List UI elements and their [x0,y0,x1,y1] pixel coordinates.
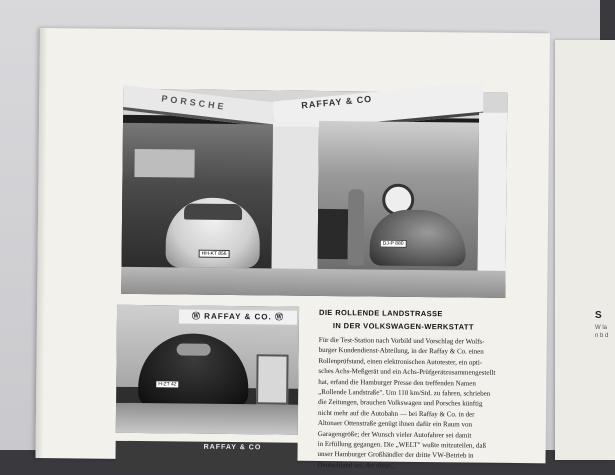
article-line: nicht mehr auf die Autobahn — bei Raffay & Co. in der [317,408,475,419]
article-line: in Erfüllung gegangen. Die „WELT" wußte mitzuteilen, daß [317,439,487,450]
article-line: burger Kundendienst-Abteilung, in der Raffay & Co. einen [318,346,484,357]
photo-bottom [115,441,297,473]
license-plate: DJ-P 880 [380,240,407,248]
article-heading-line2: IN DER VOLKSWAGEN-WERKSTATT [332,321,474,332]
article-body [317,335,536,473]
article-heading-line1: DIE ROLLENDE LANDSTRASSE [318,307,443,319]
test-machine [318,209,349,259]
article-line: unser Hamburger Großhändler der dritte VW-Betrieb in [317,450,474,461]
porsche-sign: PORSCHE [160,93,228,112]
article-line: „Rollende Landstraße". Um 110 km/Std. zu fahren, schrieben [318,387,491,398]
article-line: die Zeitungen, brauchen Volkswagen und Porsches künftig [318,398,483,409]
raffay-sign: RAFFAY & CO [203,443,262,452]
floor [121,267,505,298]
article-line: Für die Test-Station nach Vorbild und Vorschlag der Wolfs- [318,335,485,346]
article-line: hat, erfand die Hamburger Presse den treffenden Namen [318,377,476,388]
magazine-page [35,28,549,470]
mechanic [348,189,365,265]
next-page-fragment: S [595,310,602,321]
photo-beetle-test-bench [116,305,299,435]
license-plate: H-ZT 42 [158,381,177,388]
raffay-sign: RAFFAY & CO [300,93,373,111]
license-plate: HH-KT 856 [199,250,230,258]
next-page [555,40,615,460]
photo-workshop-exterior [121,89,507,298]
pillar [271,126,319,276]
test-rig [256,354,289,404]
article-line: Garagengröße; der Wunsch vieler Autofahrer sei damit [317,429,472,440]
next-page-text: W la n b d [595,325,609,339]
article-line: Rollenprüfstand, einen elektronischen Autotester, ein opti- [318,356,483,367]
article-line: Altonaer Ottenstraße genügt ihnen dafür ein Raum von [317,419,473,429]
article-line: Deutschland sei, der diese... [317,460,396,470]
raffay-sign: Ⓦ RAFFAY & CO. Ⓦ [179,309,297,324]
article-line: sches Achs-Meßgerät und ein Achs-Prüfgerätzusammengestellt [318,367,496,378]
